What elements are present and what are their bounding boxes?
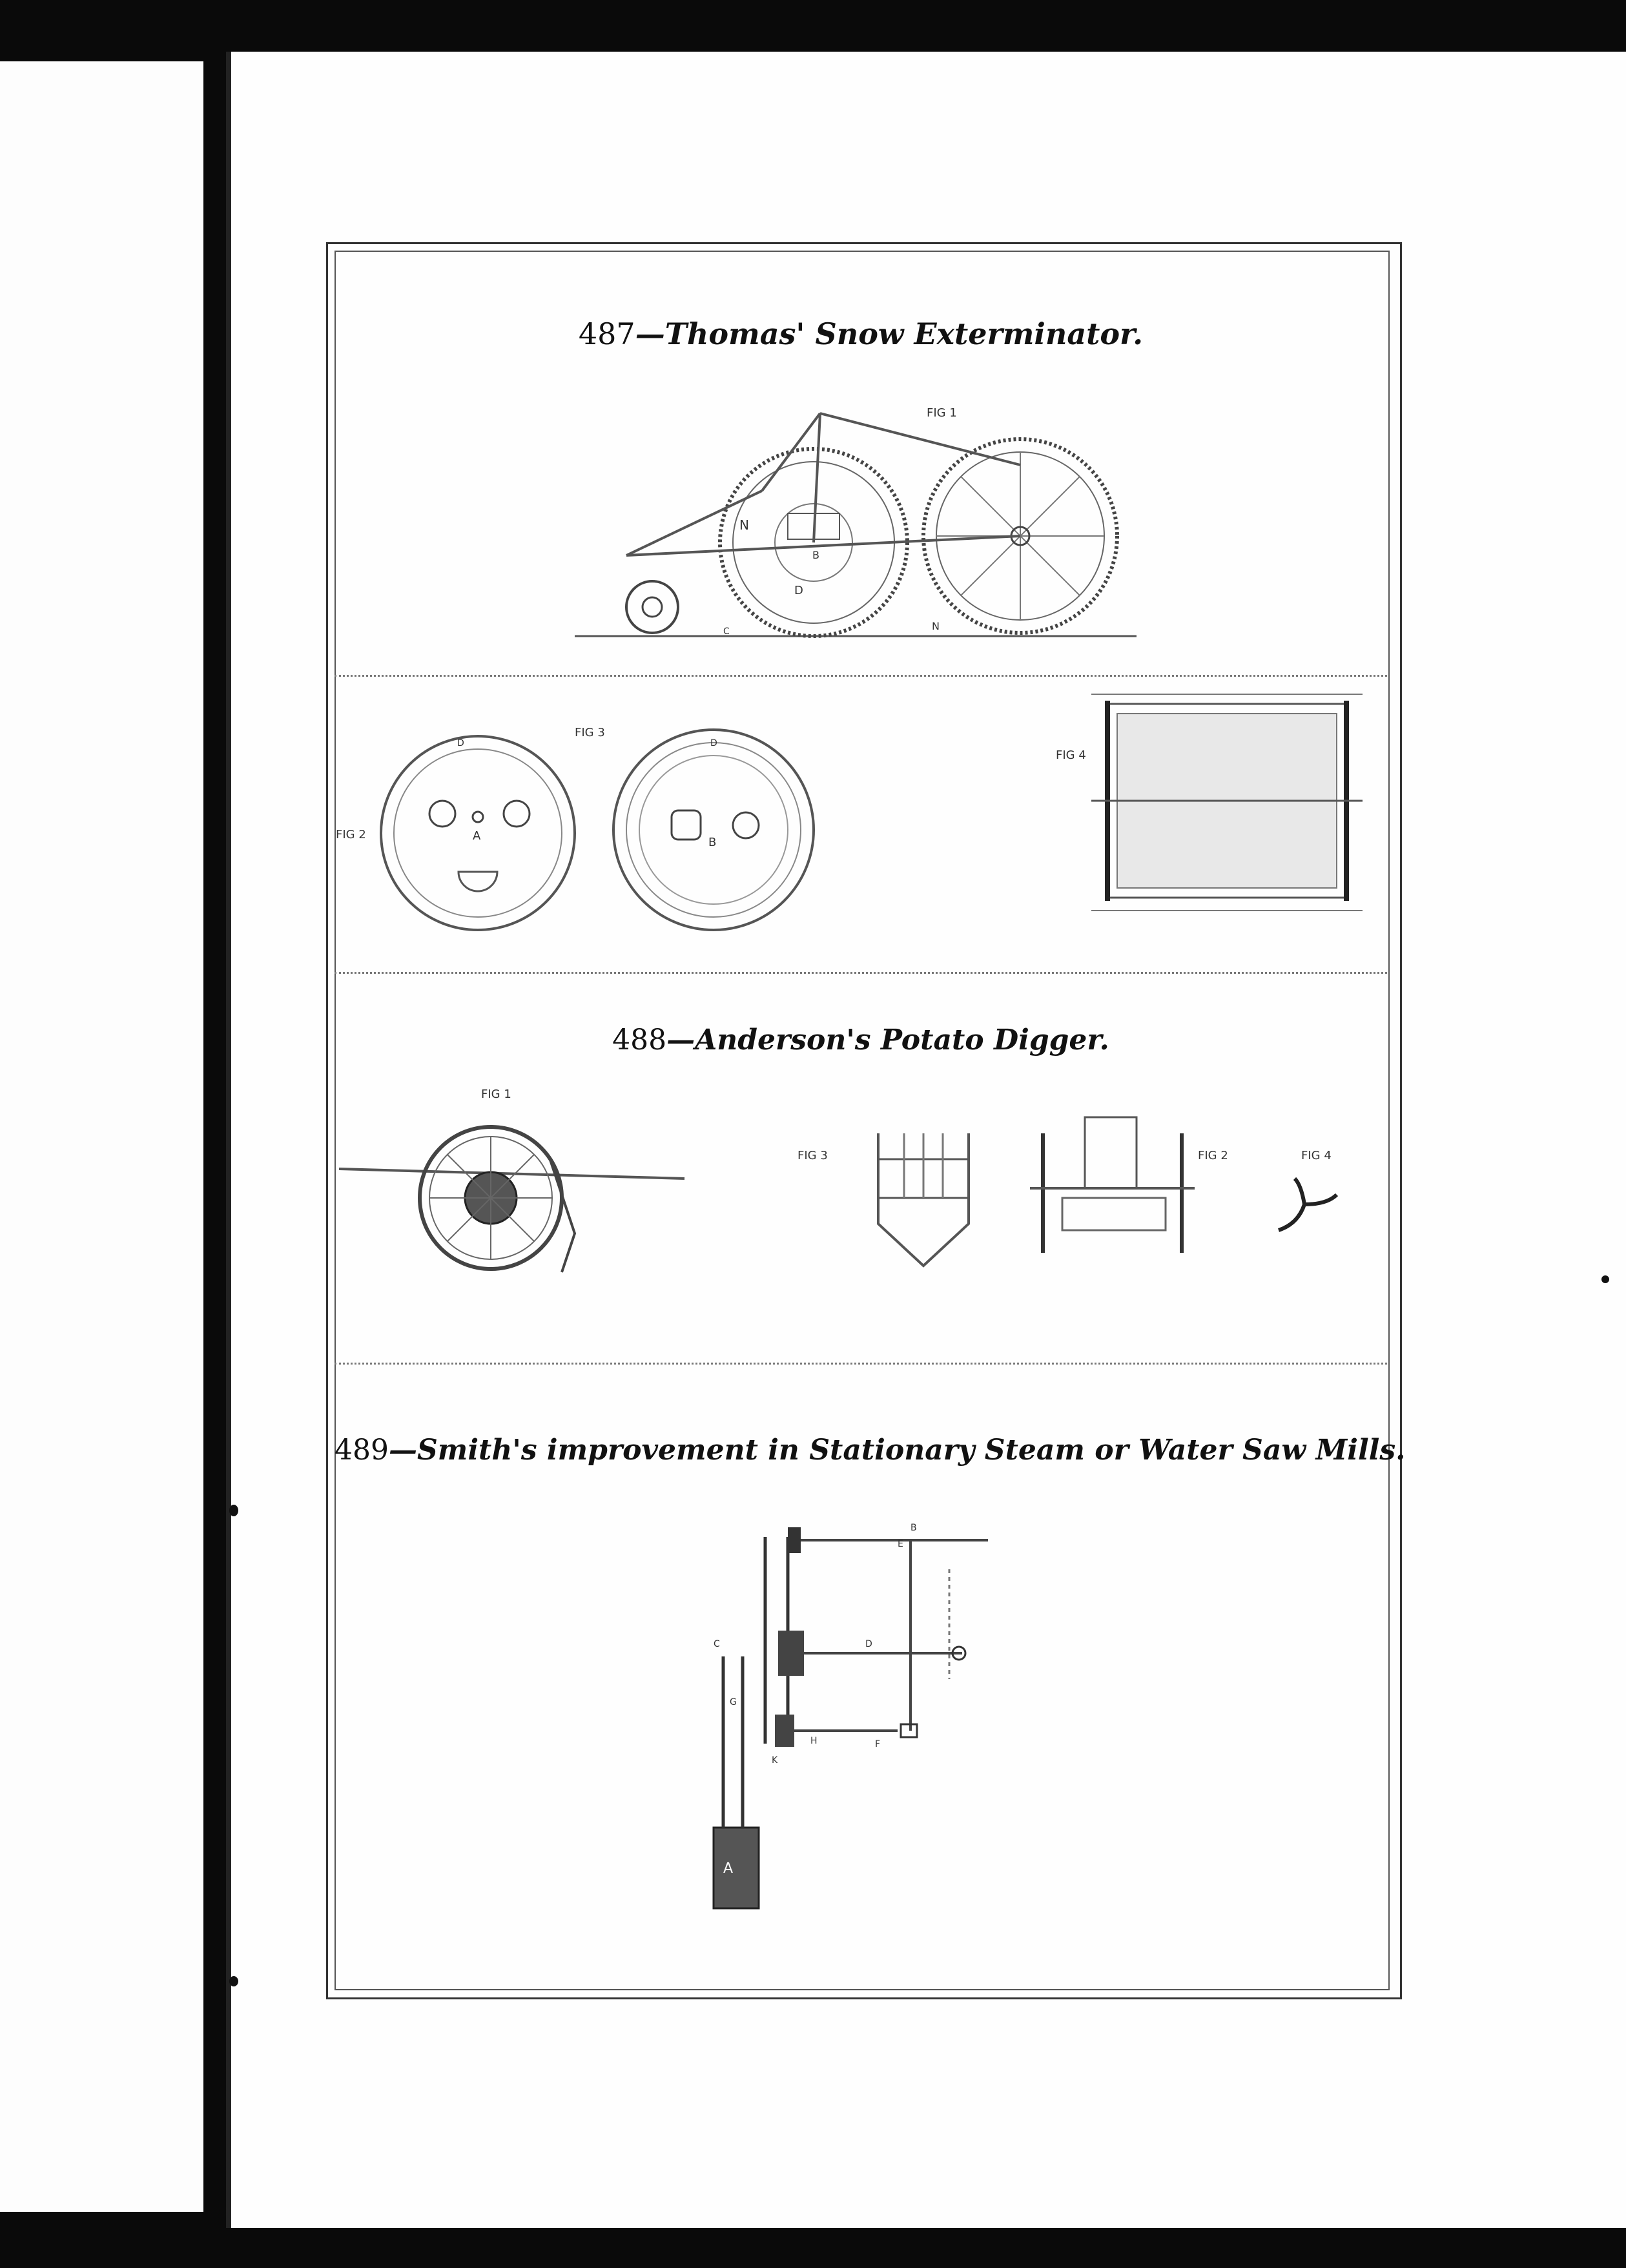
svg-text:A: A bbox=[723, 1861, 734, 1877]
svg-text:B: B bbox=[708, 836, 717, 849]
svg-text:N: N bbox=[739, 517, 749, 533]
snow-exterminator-fig1 bbox=[568, 400, 1149, 646]
section-divider bbox=[334, 675, 1387, 677]
scan-speck bbox=[229, 1505, 238, 1516]
svg-text:B: B bbox=[911, 1523, 917, 1533]
svg-text:FIG 4: FIG 4 bbox=[1301, 1149, 1332, 1162]
saw-mill-figure bbox=[704, 1518, 1027, 1912]
potato-digger-fig1 bbox=[336, 1078, 697, 1279]
plate-489-title: 489—Smith's improvement in Stationary Steam or Water Saw Mills. bbox=[334, 1434, 1406, 1467]
svg-text:F: F bbox=[875, 1739, 881, 1749]
svg-text:N: N bbox=[932, 620, 940, 632]
svg-text:D: D bbox=[710, 738, 717, 748]
section-divider bbox=[334, 1363, 1387, 1365]
fig1-label: FIG 1 bbox=[927, 406, 957, 420]
svg-text:G: G bbox=[730, 1697, 737, 1707]
svg-text:H: H bbox=[810, 1736, 818, 1746]
svg-text:C: C bbox=[714, 1639, 720, 1649]
snow-exterminator-fig3 bbox=[571, 717, 817, 936]
svg-text:FIG 3: FIG 3 bbox=[798, 1149, 828, 1162]
snow-exterminator-fig2 bbox=[336, 723, 581, 956]
potato-digger-fig4 bbox=[1266, 1133, 1382, 1250]
svg-text:B: B bbox=[812, 549, 819, 561]
scan-speck bbox=[1601, 1275, 1609, 1283]
potato-digger-fig2 bbox=[1024, 1108, 1269, 1275]
plate-488-title: 488—Anderson's Potato Digger. bbox=[612, 1024, 1109, 1057]
potato-digger-fig3 bbox=[791, 1108, 1011, 1275]
scan-speck bbox=[229, 1976, 238, 1986]
section-divider bbox=[334, 972, 1387, 974]
svg-text:A: A bbox=[473, 829, 481, 843]
svg-text:D: D bbox=[457, 738, 464, 748]
svg-text:FIG 3: FIG 3 bbox=[575, 726, 605, 739]
svg-text:C: C bbox=[723, 626, 730, 637]
plate-487-title: 487—Thomas' Snow Exterminator. bbox=[578, 316, 1144, 351]
svg-text:FIG 2: FIG 2 bbox=[336, 828, 366, 841]
snow-exterminator-fig4 bbox=[1053, 681, 1388, 927]
left-page-edge bbox=[0, 61, 203, 2212]
svg-text:E: E bbox=[898, 1539, 903, 1549]
svg-text:FIG 1: FIG 1 bbox=[481, 1088, 511, 1101]
svg-text:D: D bbox=[794, 584, 803, 597]
svg-text:D: D bbox=[865, 1639, 872, 1649]
svg-text:FIG 2: FIG 2 bbox=[1198, 1149, 1228, 1162]
svg-text:FIG 4: FIG 4 bbox=[1056, 748, 1086, 762]
svg-text:K: K bbox=[772, 1755, 778, 1766]
